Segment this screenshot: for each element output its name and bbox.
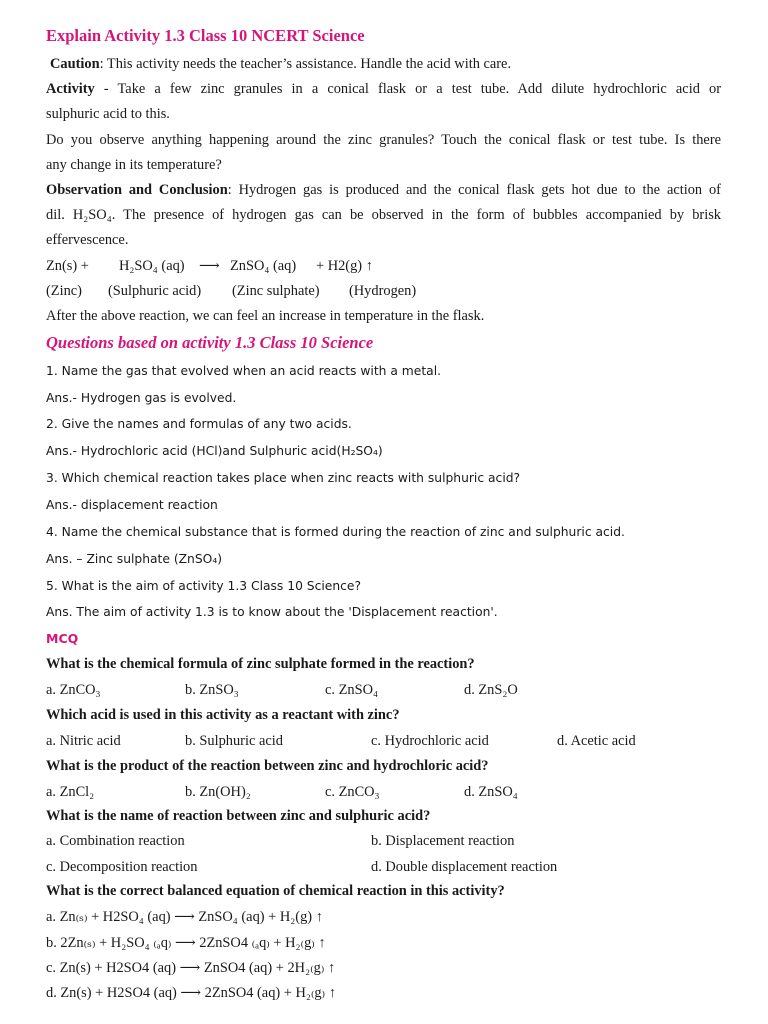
after-reaction-text: After the above reaction, we can feel an increase in temperature in the flask. [46, 308, 485, 324]
eq-term-zinc: Zn(s) + [46, 258, 89, 274]
mcq-options [46, 783, 726, 801]
name-zinc: (Zinc) [46, 283, 82, 299]
mcq-option: a. Zn₍ₛ₎ + H2SO₄ (aq) ⟶ ZnSO₄ (aq) + H₂(g) ↑ [46, 909, 323, 925]
question-text-line-1: Do you observe anything happening around the zinc granules? Touch the conical flask or test tube. Is there [46, 132, 721, 148]
mcq-option: c. Zn(s) + H2SO4 (aq) ⟶ ZnSO4 (aq) + 2H₂₍g₎ ↑ [46, 960, 336, 976]
qa-answer: Ans. The aim of activity 1.3 is to know about the 'Displacement reaction'. [46, 605, 498, 619]
qa-question: 4. Name the chemical substance that is formed during the reaction of zinc and sulphuric acid. [46, 525, 625, 539]
mcq-options [46, 858, 726, 876]
caution-text: : This activity needs the teacher’s assistance. Handle the acid with care. [99, 56, 512, 72]
qa-answer: Ans.- Hydrogen gas is evolved. [46, 391, 237, 405]
mcq-question: Which acid is used in this activity as a reactant with zinc? [46, 707, 400, 723]
mcq-question: What is the product of the reaction between zinc and hydrochloric acid? [46, 758, 489, 774]
mcq-option: d. ZnS₂O [464, 682, 518, 698]
mcq-option: d. Zn(s) + H2SO4 (aq) ⟶ 2ZnSO4 (aq) + H₂₍g₎ ↑ [46, 985, 336, 1001]
observation-line-2: dil. H₂SO₄. The presence of hydrogen gas can be observed in the form of bubbles accompanied by brisk [46, 207, 721, 223]
caution-line [50, 55, 511, 73]
mcq-question: What is the chemical formula of zinc sulphate formed in the reaction? [46, 656, 475, 672]
activity-text-1: - Take a few zinc granules in a conical flask or a test tube. Add dilute hydrochloric acid or [94, 81, 721, 97]
mcq-option: d. Acetic acid [557, 733, 636, 749]
observation-text-1: : Hydrogen gas is produced and the conical flask gets hot due to the action of [227, 182, 721, 198]
qa-answer: Ans.- displacement reaction [46, 498, 218, 512]
page-title: Explain Activity 1.3 Class 10 NCERT Science [46, 26, 365, 45]
qa-answer: Ans. – Zinc sulphate (ZnSO₄) [46, 552, 223, 566]
name-hydrogen: (Hydrogen) [349, 283, 417, 299]
mcq-option: c. ZnCO₃ [325, 784, 380, 800]
name-zinc-sulphate: (Zinc sulphate) [232, 283, 320, 299]
mcq-option: b. Displacement reaction [371, 833, 515, 849]
mcq-option: b. 2Zn₍ₛ₎ + H₂SO₄ ₍ₐq₎ ⟶ 2ZnSO4 ₍ₐq₎ + H₂₍g₎ ↑ [46, 935, 326, 951]
caution-label: Caution [50, 56, 100, 72]
mcq-option: b. ZnSO₃ [185, 682, 239, 698]
mcq-option: c. Decomposition reaction [46, 859, 198, 875]
reaction-names [46, 282, 726, 300]
activity-line-1 [46, 80, 721, 98]
mcq-option: c. ZnSO₄ [325, 682, 378, 698]
observation-line-1 [46, 181, 721, 199]
mcq-option: b. Sulphuric acid [185, 733, 283, 749]
activity-line-2: sulphuric acid to this. [46, 106, 170, 122]
mcq-option: d. ZnSO₄ [464, 784, 518, 800]
mcq-options [46, 732, 726, 750]
qa-question: 5. What is the aim of activity 1.3 Class 10 Science? [46, 579, 361, 593]
mcq-options [46, 681, 726, 699]
mcq-question: What is the correct balanced equation of chemical reaction in this activity? [46, 883, 505, 899]
activity-label: Activity [46, 81, 95, 97]
mcq-option: a. Nitric acid [46, 733, 121, 749]
reaction-equation [46, 257, 726, 275]
mcq-question: What is the name of reaction between zinc and sulphuric acid? [46, 808, 431, 824]
mcq-option: c. Hydrochloric acid [371, 733, 489, 749]
qa-answer: Ans.- Hydrochloric acid (HCl)and Sulphuric acid(H₂SO₄) [46, 444, 383, 458]
qa-question: 3. Which chemical reaction takes place when zinc reacts with sulphuric acid? [46, 471, 521, 485]
name-sulphuric-acid: (Sulphuric acid) [108, 283, 202, 299]
mcq-option: a. ZnCO₃ [46, 682, 101, 698]
observation-label: Observation and Conclusion [46, 182, 228, 198]
mcq-option: a. ZnCl₂ [46, 784, 95, 800]
questions-heading: Questions based on activity 1.3 Class 10 Science [46, 333, 374, 352]
qa-question: 1. Name the gas that evolved when an acid reacts with a metal. [46, 364, 442, 378]
eq-term-gas: + H2(g) ↑ [316, 258, 373, 274]
mcq-option: a. Combination reaction [46, 833, 185, 849]
question-text-line-2: any change in its temperature? [46, 157, 222, 173]
mcq-option: b. Zn(OH)₂ [185, 784, 251, 800]
eq-term-salt: ZnSO₄ (aq) [230, 258, 297, 274]
qa-question: 2. Give the names and formulas of any two acids. [46, 417, 352, 431]
eq-arrow: ⟶ [199, 258, 220, 274]
mcq-heading: MCQ [46, 631, 79, 646]
mcq-options [46, 832, 726, 850]
observation-line-3: effervescence. [46, 232, 129, 248]
eq-term-acid: H₂SO₄ (aq) [119, 258, 185, 274]
mcq-option: d. Double displacement reaction [371, 859, 558, 875]
